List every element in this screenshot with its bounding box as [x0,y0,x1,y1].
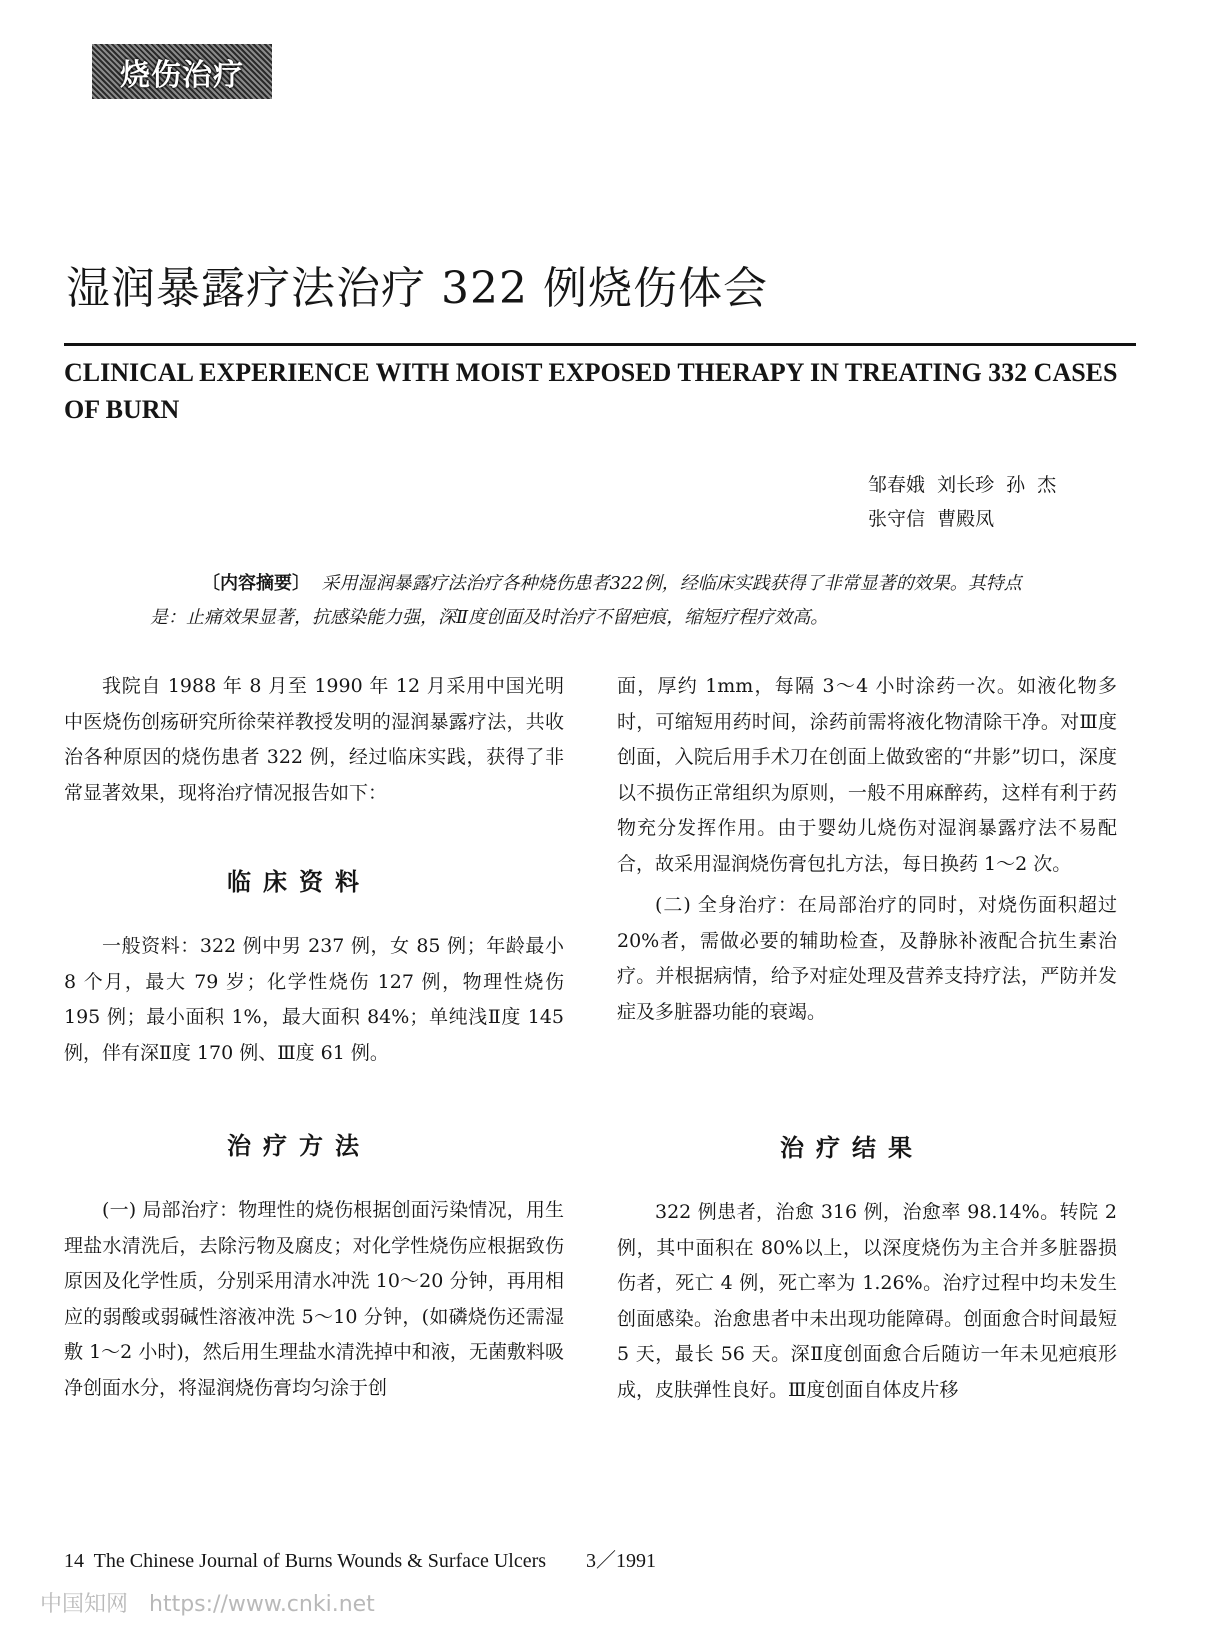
title-rule [64,343,1136,346]
section-tag-label: 烧伤治疗 [120,57,244,93]
right-column-results [617,1195,1117,1408]
page-footer [64,1544,656,1573]
watermark-url: https://www.cnki.net [149,1592,375,1617]
local-treatment-paragraph: (一) 局部治疗：物理性的烧伤根据创面污染情况，用生理盐水清洗后，去除污物及腐皮；对化学性烧伤应根据致伤原因及化学性质，分别采用清水冲洗 10～20 分钟，再用相应的弱酸或弱碱性溶液冲洗 5～10 分钟，(如磷烧伤还需湿敷 1～2 小时)，然后用生理盐水清洗掉中和液，无菌敷料吸净创面水分，将湿润烧伤膏均匀涂于创 [64,1199,564,1399]
title-chinese: 湿润暴露疗法治疗 322 例烧伤体会 [66,263,768,314]
right-column-top [617,669,1117,1030]
authors [868,468,1056,536]
abstract-text: 采用湿润暴露疗法治疗各种烧伤患者322例，经临床实践获得了非常显著的效果。其特点是：止痛效果显著，抗感染能力强，深Ⅱ度创面及时治疗不留疤痕，缩短疗程疗效高。 [150,573,1022,628]
heading-clinical-data: 临床资料 [227,868,371,896]
left-column-method [64,1193,564,1406]
abstract [150,567,1050,635]
watermark-site: 中国知网 [40,1592,129,1617]
title-english: CLINICAL EXPERIENCE WITH MOIST EXPOSED THERAPY IN TREATING 332 CASES OF BURN [64,358,1118,424]
abstract-label: 〔内容摘要〕 [202,573,310,594]
heading-treatment-results: 治疗结果 [780,1134,924,1162]
page-number: 14 [64,1550,84,1572]
section-tag [92,44,272,99]
left-column-clinical [64,929,564,1071]
authors-line-2: 张守信 曹殿凤 [868,508,995,530]
results-paragraph: 322 例患者，治愈 316 例，治愈率 98.14%。转院 2 例，其中面积在 80%以上，以深度烧伤为主合并多脏器损伤者，死亡 4 例，死亡率为 1.26%。治疗过程中均未发生创面感染。治愈患者中未出现功能障碍。创面愈合时间最短 5 天，最长 56 天。深Ⅱ度创面愈合后随访一年未见疤痕形成，皮肤弹性良好。Ⅲ度创面自体皮片移 [617,1201,1117,1401]
watermark [40,1587,375,1618]
authors-line-1: 邹春娥 刘长珍 孙 杰 [868,474,1057,496]
left-column-intro [64,669,564,811]
systemic-treatment-paragraph: (二) 全身治疗：在局部治疗的同时，对烧伤面积超过 20%者，需做必要的辅助检查，及静脉补液配合抗生素治疗。并根据病情，给予对症处理及营养支持疗法，严防并发症及多脏器功能的衰竭。 [617,894,1117,1023]
intro-paragraph: 我院自 1988 年 8 月至 1990 年 12 月采用中国光明中医烧伤创疡研究所徐荣祥教授发明的湿润暴露疗法，共收治各种原因的烧伤患者 322 例，经过临床实践，获得了非常显著效果，现将治疗情况报告如下： [64,675,564,804]
local-treatment-continued: 面，厚约 1mm，每隔 3～4 小时涂药一次。如液化物多时，可缩短用药时间，涂药前需将液化物清除干净。对Ⅲ度创面，入院后用手术刀在创面上做致密的“井影”切口，深度以不损伤正常组织为原则，一般不用麻醉药，这样有利于药物充分发挥作用。由于婴幼儿烧伤对湿润暴露疗法不易配合，故采用湿润烧伤膏包扎方法，每日换药 1～2 次。 [617,675,1117,875]
issue-number: 3／1991 [586,1550,657,1572]
heading-treatment-method: 治疗方法 [227,1132,371,1160]
clinical-paragraph: 一般资料：322 例中男 237 例，女 85 例；年龄最小 8 个月，最大 79 岁；化学性烧伤 127 例，物理性烧伤 195 例；最小面积 1%，最大面积 84%；单纯浅Ⅱ度 145 例，伴有深Ⅱ度 170 例、Ⅲ度 61 例。 [64,935,564,1064]
journal-name: The Chinese Journal of Burns Wounds & Surface Ulcers [93,1550,547,1572]
